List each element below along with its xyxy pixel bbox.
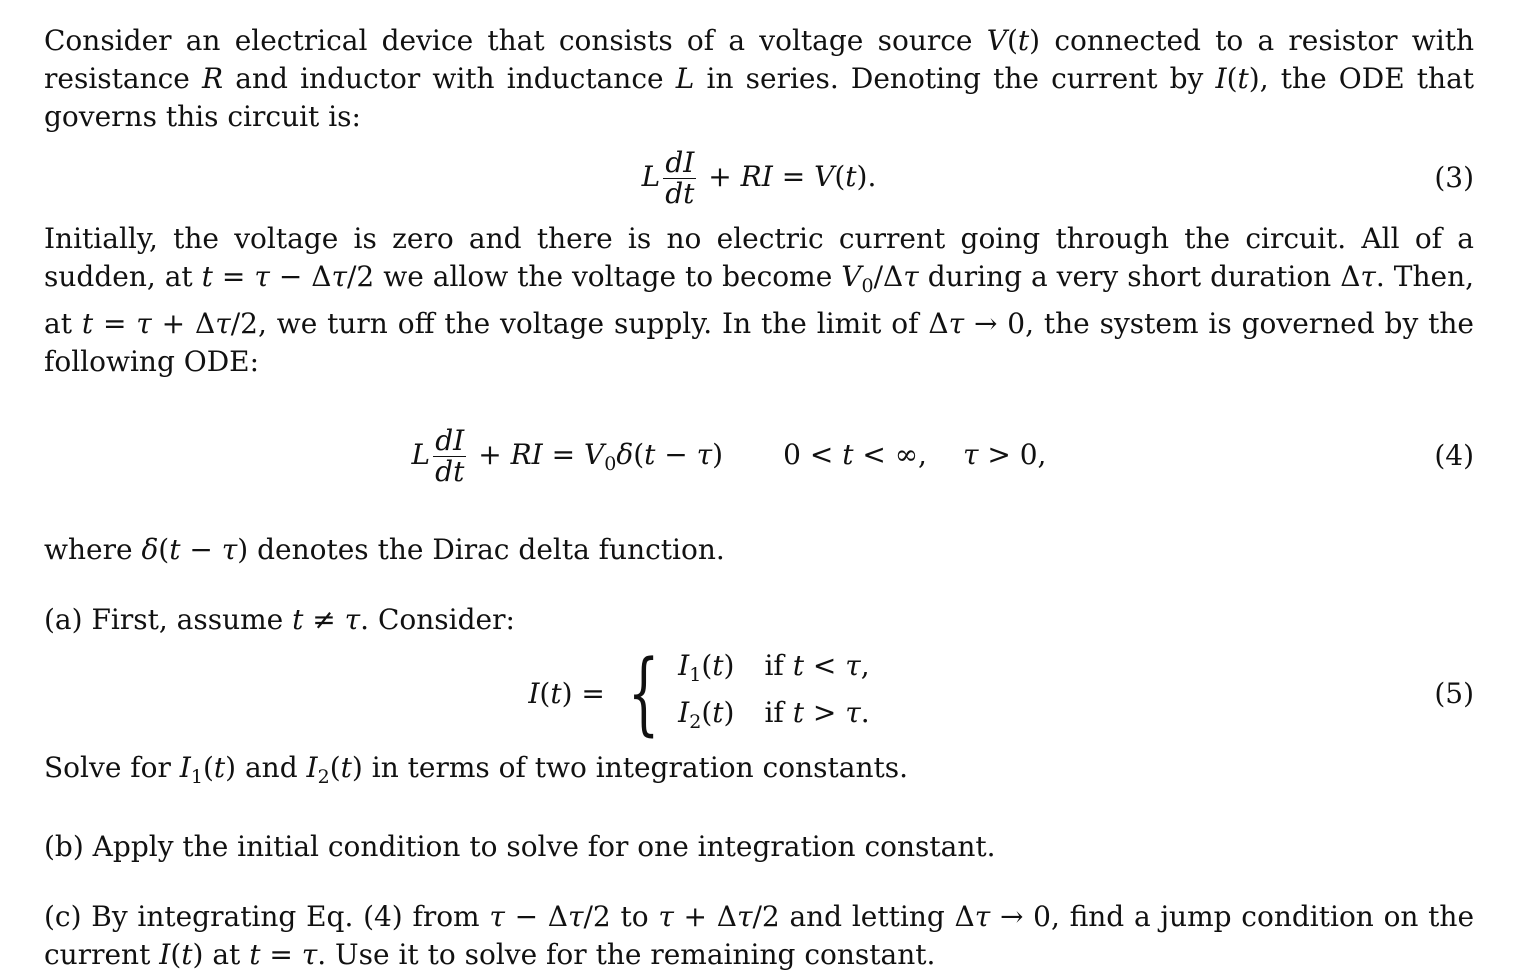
part-b-text: (b) Apply the initial condition to solve for one integration constant.: [44, 830, 996, 863]
part-c-text-5: at: [212, 938, 241, 971]
part-a-solve-text-2: and: [244, 751, 298, 784]
para2-text-3: during a very short duration: [927, 260, 1332, 293]
intro-paragraph: Consider an electrical device that consists of a voltage source V(t) connected to a resistor with resistance R and inductor with inductance L in series. Denoting the current by I(t), the ODE that governs this circuit is:: [44, 24, 1475, 133]
para2-text-5: , we turn off the voltage supply. In the limit of: [257, 307, 919, 340]
second-paragraph: Initially, the voltage is zero and there is no electric current going through the circuit. All of a sudden, at t = τ − Δτ/2 we allow the voltage to become $V_0/\Delta\tau$ during a very short duration Δτ. Then, at t = τ + Δτ/2, we turn off the voltage supply. In the limit of Δτ → 0, the system is governed by the following ODE:: [44, 222, 1475, 378]
equation-5: I(t) = { $I_1(t)$ if t < τ, $I_2(t)$ if t > τ. (5): [528, 641, 1474, 746]
para3-text-2: denotes the Dirac delta function.: [257, 533, 725, 566]
intro-text-4: in series. Denoting the current by: [706, 62, 1204, 95]
para2-text-4: . Then, at: [44, 260, 1475, 340]
part-b: [44, 828, 1474, 866]
left-brace: {: [627, 641, 660, 746]
equation-4-number: (4): [1434, 439, 1474, 472]
part-c-text-3: and letting: [789, 900, 945, 933]
case-1-if: if: [764, 649, 784, 682]
part-a-solve-text-3: in terms of two integration constants.: [371, 751, 908, 784]
equation-4: L $\frac{dI}{dt}$ + RI = $V_0\delta(t - \tau) 0 < t$ < ∞, τ > 0, (4): [411, 423, 1474, 488]
part-a-solve-text-1: Solve for: [44, 751, 171, 784]
dirac-paragraph: where δ(t − τ) denotes the Dirac delta function.: [44, 533, 725, 566]
equation-3-number: (3): [1434, 161, 1474, 194]
part-a-label: (a) First, assume: [44, 603, 284, 636]
part-c-text-4: , find a jump condition on the current: [44, 900, 1475, 971]
part-c-text-6: . Use it to solve for the remaining constant.: [317, 938, 936, 971]
problem-document: [44, 22, 1474, 974]
intro-text-3: and inductor with inductance: [235, 62, 664, 95]
para3-text-1: where: [44, 533, 133, 566]
case-2-if: if: [764, 696, 784, 729]
part-c: (c) By integrating Eq. (4) from τ − Δτ/2 to τ + Δτ/2 and letting Δτ → 0, find a jump condition on the current I(t) at t = τ. Use it to solve for the remaining constant.: [44, 900, 1475, 971]
part-a-solve: Solve for $I_1(t)$ and $I_2(t)$ in terms of two integration constants.: [44, 751, 908, 788]
intro-text-2: connected to a resistor with resistance: [44, 24, 1475, 95]
equation-5-number: (5): [1434, 677, 1474, 710]
para2-text-6: , the system is governed by the following ODE:: [44, 307, 1475, 378]
intro-text-1: Consider an electrical device that consists of a voltage source: [44, 24, 973, 57]
equation-3: L $\frac{dI}{dt}$ + RI = V(t). (3): [641, 145, 1474, 210]
part-c-text-2: to: [620, 900, 649, 933]
part-c-text-1: (c) By integrating Eq. (4) from: [44, 900, 480, 933]
part-a-text-2: . Consider:: [360, 603, 515, 636]
part-a-intro: (a) First, assume t ≠ τ. Consider:: [44, 603, 515, 636]
para2-text-2: we allow the voltage to become: [383, 260, 833, 293]
para2-text-1: Initially, the voltage is zero and there is no electric current going through the circuit. All of a sudden, at: [44, 222, 1474, 293]
intro-text-5: , the ODE that governs this circuit is:: [44, 62, 1475, 133]
